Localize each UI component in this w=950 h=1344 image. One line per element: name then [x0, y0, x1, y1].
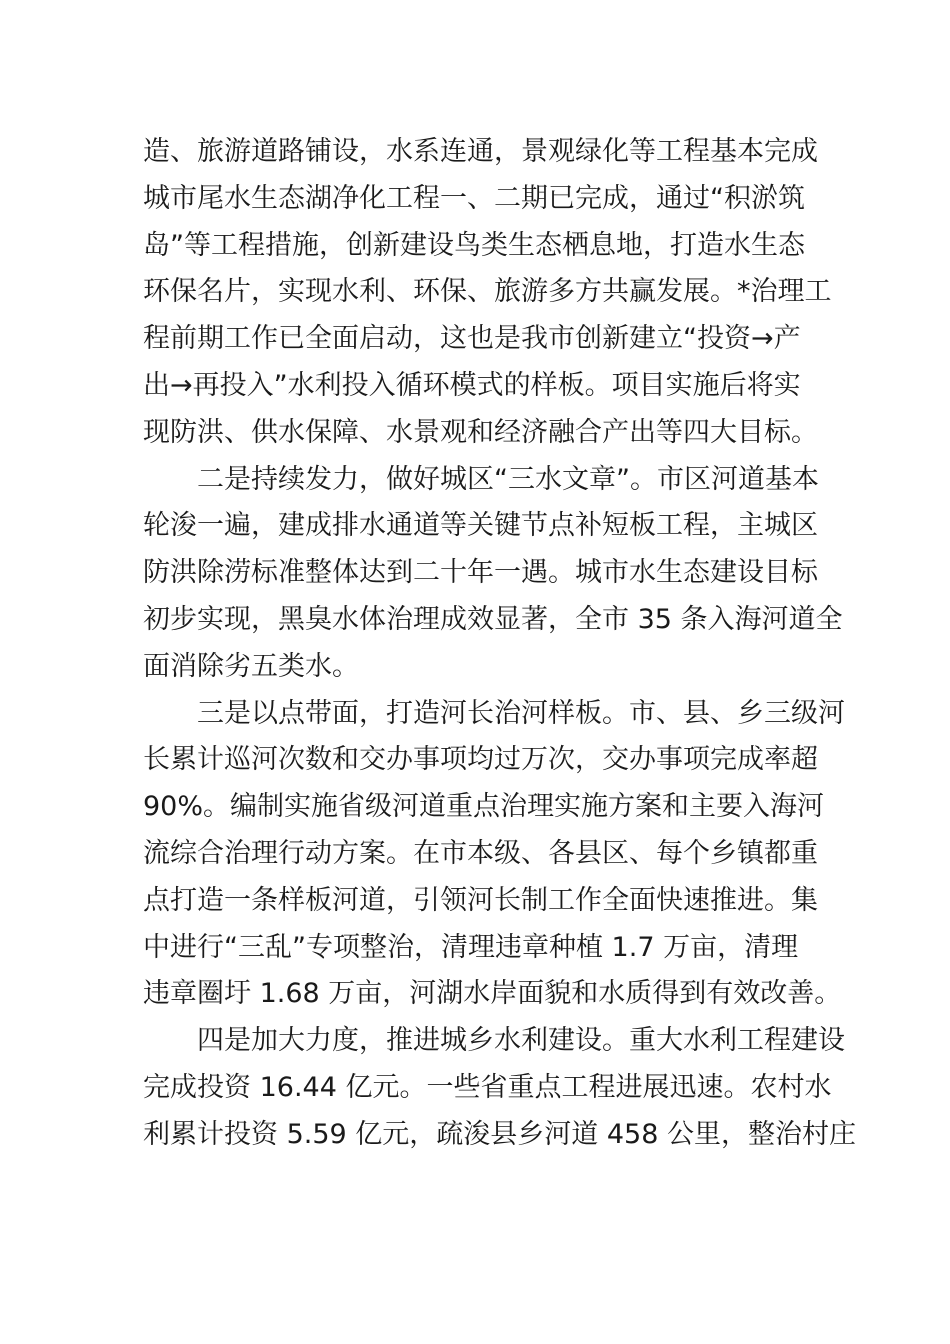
document-body	[143, 129, 856, 1159]
text-line: 程前期工作已全面启动，这也是我市创新建立“投资→产	[143, 323, 801, 355]
paragraph-start-line: 二是持续发力，做好城区“三水文章”。市区河道基本	[197, 463, 819, 495]
text-line: 流综合治理行动方案。在市本级、各县区、每个乡镇都重	[143, 837, 818, 869]
text-line: 面消除劣五类水。	[143, 650, 359, 682]
text-line: 岛”等工程措施，创新建设鸟类生态栖息地，打造水生态	[143, 229, 805, 261]
text-line: 违章圈圩 1.68 万亩，河湖水岸面貌和水质得到有效改善。	[143, 978, 842, 1010]
paragraph-start-line: 四是加大力度，推进城乡水利建设。重大水利工程建设	[197, 1025, 845, 1057]
text-line: 轮浚一遍，建成排水通道等关键节点补短板工程，主城区	[143, 510, 818, 542]
text-line: 点打造一条样板河道，引领河长制工作全面快速推进。集	[143, 884, 818, 916]
text-line: 中进行“三乱”专项整治，清理违章种植 1.7 万亩，清理	[143, 931, 799, 963]
text-line: 长累计巡河次数和交办事项均过万次，交办事项完成率超	[143, 744, 818, 776]
text-line: 环保名片，实现水利、环保、旅游多方共赢发展。*治理工	[143, 276, 832, 308]
text-line: 90%。编制实施省级河道重点治理实施方案和主要入海河	[143, 791, 825, 823]
text-line: 造、旅游道路铺设，水系连通，景观绿化等工程基本完成	[143, 136, 818, 167]
text-line: 防洪除涝标准整体达到二十年一遇。城市水生态建设目标	[143, 557, 818, 589]
text-line: 完成投资 16.44 亿元。一些省重点工程进展迅速。农村水	[143, 1071, 832, 1103]
text-line: 城市尾水生态湖净化工程一、二期已完成，通过“积淤筑	[143, 182, 805, 214]
text-line: 初步实现，黑臭水体治理成效显著，全市 35 条入海河道全	[143, 603, 843, 635]
text-line: 利累计投资 5.59 亿元，疏浚县乡河道 458 公里，整治村庄	[143, 1118, 856, 1150]
text-line: 现防洪、供水保障、水景观和经济融合产出等四大目标。	[143, 416, 818, 448]
paragraph-start-line: 三是以点带面，打造河长治河样板。市、县、乡三级河	[197, 697, 845, 729]
text-line: 出→再投入”水利投入循环模式的样板。项目实施后将实	[143, 369, 801, 401]
